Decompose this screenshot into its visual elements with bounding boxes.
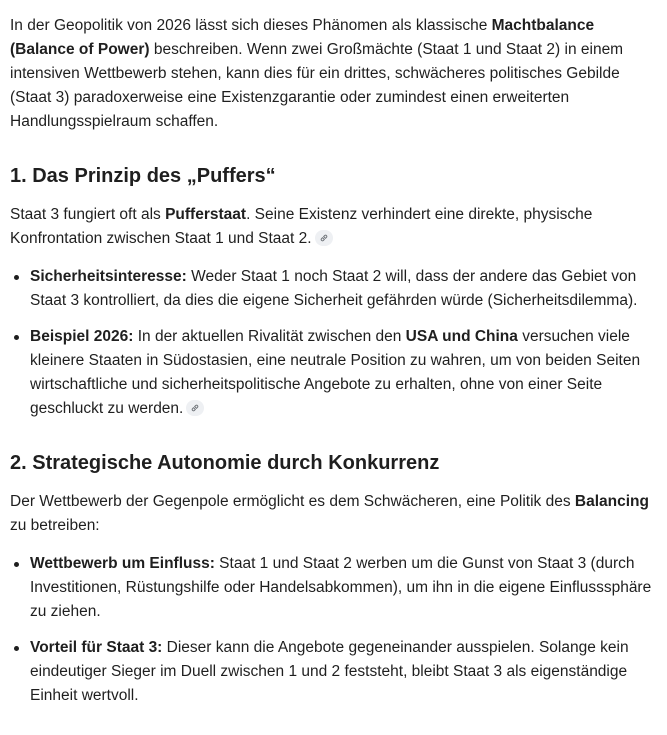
section2-paragraph: Der Wettbewerb der Gegenpole ermöglicht es dem Schwächeren, eine Politik des Balancing zu betreiben: bbox=[10, 493, 649, 534]
list-item: Beispiel 2026: In der aktuellen Rivalität zwischen den USA und China versuchen viele kleinere Staaten in Südostasien, eine neutrale Position zu wahren, um von beiden Seiten wirtschaftliche und sicherheitspolitische Angebote zu erhalten, ohne von einer Seite geschluckt zu werden. bbox=[10, 325, 659, 421]
source-link-button[interactable] bbox=[315, 230, 333, 246]
list-item: Sicherheitsinteresse: Weder Staat 1 noch Staat 2 will, dass der andere das Gebiet von Staat 3 kontrolliert, da dies die eigene Sicherheit gefährden würde (Sicherheitsdilemma). bbox=[10, 265, 659, 313]
section2-list bbox=[10, 552, 659, 708]
link-icon bbox=[319, 233, 329, 243]
list-item: Vorteil für Staat 3: Dieser kann die Angebote gegeneinander ausspielen. Solange kein eindeutiger Sieger im Duell zwischen 1 und 2 feststeht, bleibt Staat 3 als eigenständige Einheit wertvoll. bbox=[10, 636, 659, 708]
intro-paragraph: In der Geopolitik von 2026 lässt sich dieses Phänomen als klassische Machtbalance (Balance of Power) beschreiben. Wenn zwei Großmächte (Staat 1 und Staat 2) in einem intensiven Wettbewerb stehen, kann dies für ein drittes, schwächeres politisches Gebilde (Staat 3) paradoxerweise eine Existenzgarantie oder zumindest einen erweiterten Handlungsspielraum schaffen. bbox=[10, 17, 624, 130]
section-heading-autonomie: 2. Strategische Autonomie durch Konkurrenz bbox=[10, 452, 440, 474]
list-item: Wettbewerb um Einfluss: Staat 1 und Staat 2 werben um die Gunst von Staat 3 (durch Investitionen, Rüstungshilfe oder Handelsabkommen), um ihn in die eigene Einflusssphäre zu ziehen. bbox=[10, 552, 659, 624]
link-icon bbox=[190, 403, 200, 413]
source-link-button[interactable] bbox=[186, 400, 204, 416]
section1-paragraph: Staat 3 fungiert oft als Pufferstaat. Seine Existenz verhindert eine direkte, physische Konfrontation zwischen Staat 1 und Staat 2. bbox=[10, 206, 593, 247]
section-heading-puffer: 1. Das Prinzip des „Puffers“ bbox=[10, 165, 276, 187]
section1-list bbox=[10, 265, 659, 421]
